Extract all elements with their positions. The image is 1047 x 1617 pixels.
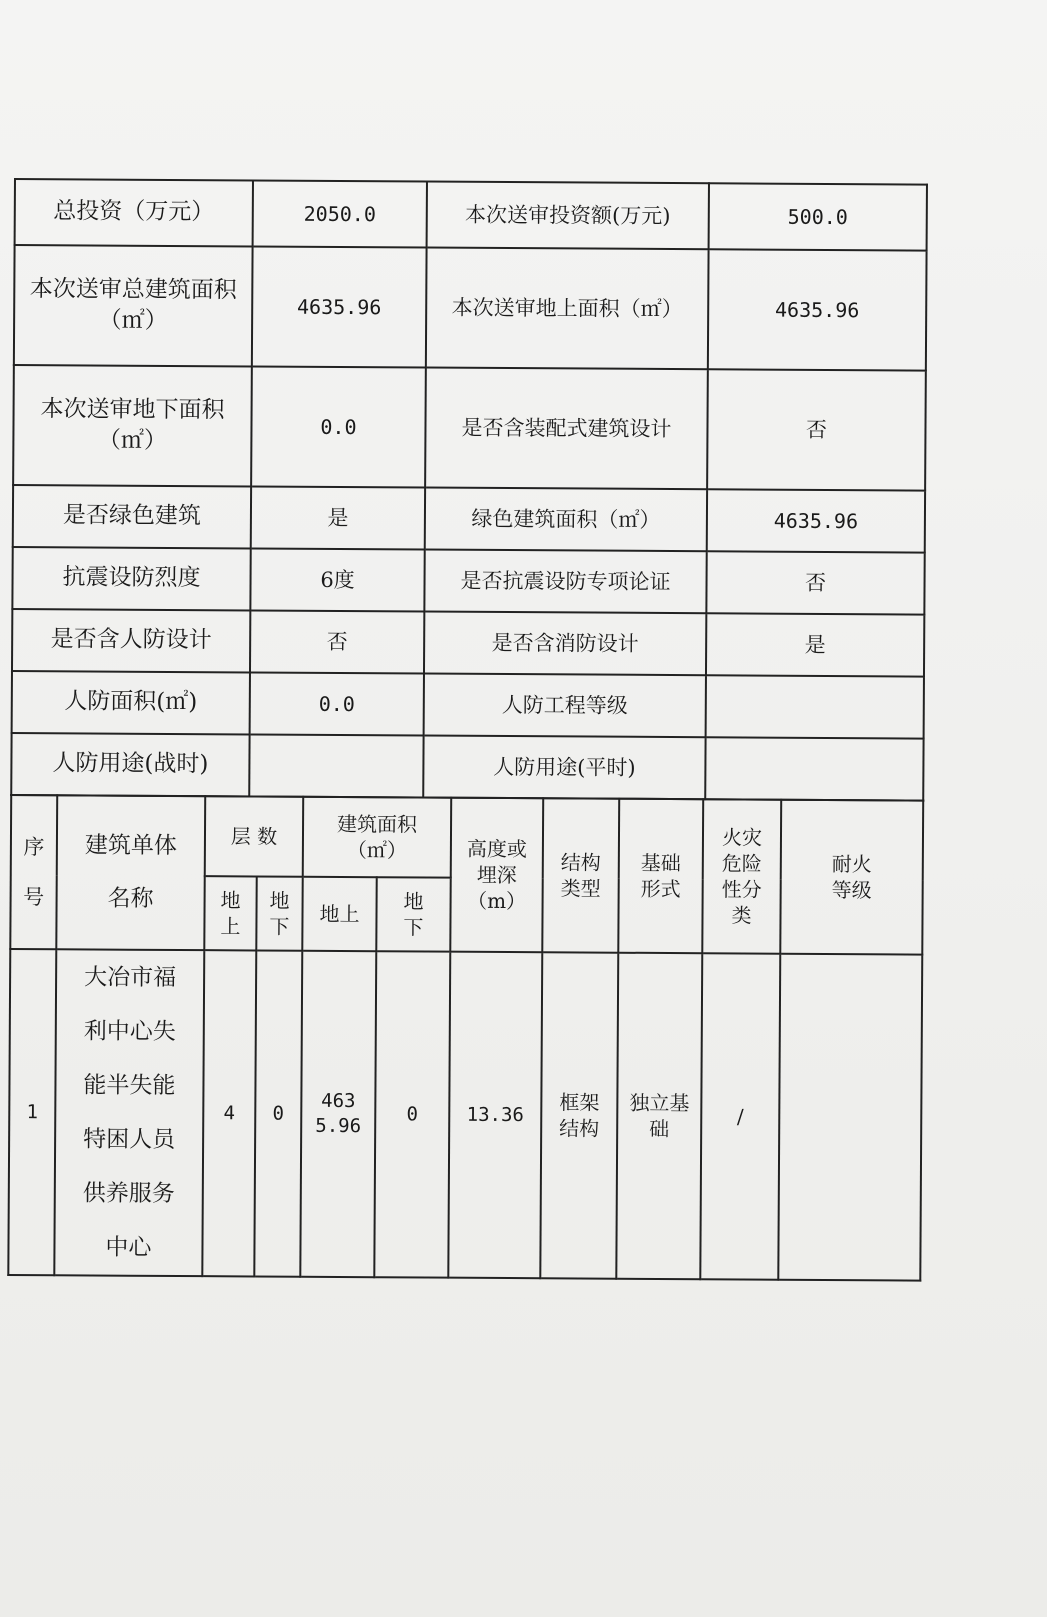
header-structure: 结构类型 — [542, 798, 619, 952]
cd-grade-value — [706, 675, 924, 738]
row-structure: 框架结构 — [540, 952, 618, 1279]
header-floors-above: 地上 — [204, 876, 256, 950]
seismic-value: 6度 — [250, 548, 424, 611]
header-height: 高度或埋深（m） — [450, 798, 543, 953]
header-row-top — [11, 795, 923, 881]
cd-war-label: 人防用途(战时) — [11, 733, 249, 796]
row-cd-area — [12, 671, 924, 739]
above-area-value: 4635.96 — [708, 249, 927, 370]
buildings-table — [7, 794, 924, 1282]
project-info-form — [7, 178, 926, 1282]
under-area-label: 本次送审地下面积（㎡） — [13, 365, 252, 486]
cd-area-label: 人防面积(㎡) — [12, 671, 250, 734]
civil-defense-label: 是否含人防设计 — [12, 609, 250, 672]
under-area-value: 0.0 — [251, 366, 426, 487]
row-fire-risk: / — [700, 953, 780, 1280]
fire-value: 是 — [706, 613, 924, 676]
header-area-below: 地下 — [376, 877, 450, 951]
prefab-label: 是否含装配式建筑设计 — [425, 368, 708, 490]
total-area-value: 4635.96 — [252, 246, 427, 367]
seismic-special-value: 否 — [706, 551, 924, 614]
row-area — [14, 245, 927, 371]
row-cd-usage — [11, 733, 923, 801]
header-area: 建筑面积（㎡） — [303, 797, 451, 878]
total-area-label: 本次送审总建筑面积（㎡） — [14, 245, 253, 366]
cd-peace-label: 人防用途(平时) — [423, 736, 705, 800]
header-floors-below: 地下 — [256, 876, 302, 950]
header-seq: 序号 — [10, 795, 57, 949]
row-height: 13.36 — [448, 952, 542, 1279]
header-area-above: 地上 — [302, 877, 376, 951]
row-fire-rating — [778, 954, 922, 1281]
green-label: 是否绿色建筑 — [13, 485, 251, 548]
cd-war-value — [249, 734, 423, 797]
row-area-below: 0 — [374, 951, 450, 1278]
submitted-investment-label: 本次送审投资额(万元) — [427, 182, 709, 250]
row-civil-defense — [12, 609, 924, 677]
civil-defense-value: 否 — [250, 610, 424, 673]
green-area-value: 4635.96 — [707, 489, 925, 552]
header-name: 建筑单体名称 — [56, 795, 205, 950]
row-seq: 1 — [8, 949, 56, 1276]
row-floors-below: 0 — [254, 950, 302, 1277]
row-under-area — [13, 365, 926, 491]
row-investment — [15, 179, 927, 251]
total-investment-label: 总投资（万元） — [15, 179, 253, 246]
row-name: 大冶市福利中心失能半失能特困人员供养服务中心 — [54, 949, 204, 1276]
row-area-above: 4635.96 — [300, 951, 376, 1278]
total-investment-value: 2050.0 — [253, 180, 427, 247]
cd-area-value: 0.0 — [250, 672, 424, 735]
prefab-value: 否 — [707, 369, 926, 490]
row-seismic — [12, 547, 924, 615]
row-floors-above: 4 — [202, 950, 256, 1277]
seismic-special-label: 是否抗震设防专项论证 — [424, 550, 706, 614]
fire-label: 是否含消防设计 — [424, 612, 706, 676]
cd-grade-label: 人防工程等级 — [424, 674, 706, 738]
cd-peace-value — [705, 737, 923, 800]
seismic-label: 抗震设防烈度 — [12, 547, 250, 610]
header-floors: 层 数 — [205, 796, 304, 877]
green-value: 是 — [251, 486, 425, 549]
header-foundation: 基础形式 — [618, 799, 703, 954]
header-fire-rating: 耐火等级 — [780, 800, 923, 955]
green-area-label: 绿色建筑面积（㎡） — [425, 488, 707, 552]
row-foundation: 独立基础 — [616, 953, 702, 1280]
above-area-label: 本次送审地上面积（㎡） — [426, 248, 709, 370]
submitted-investment-value: 500.0 — [709, 183, 927, 250]
header-fire-risk: 火灾危险性分类 — [702, 799, 781, 953]
summary-table — [10, 178, 928, 802]
row-green — [13, 485, 925, 553]
table-row — [8, 949, 922, 1281]
